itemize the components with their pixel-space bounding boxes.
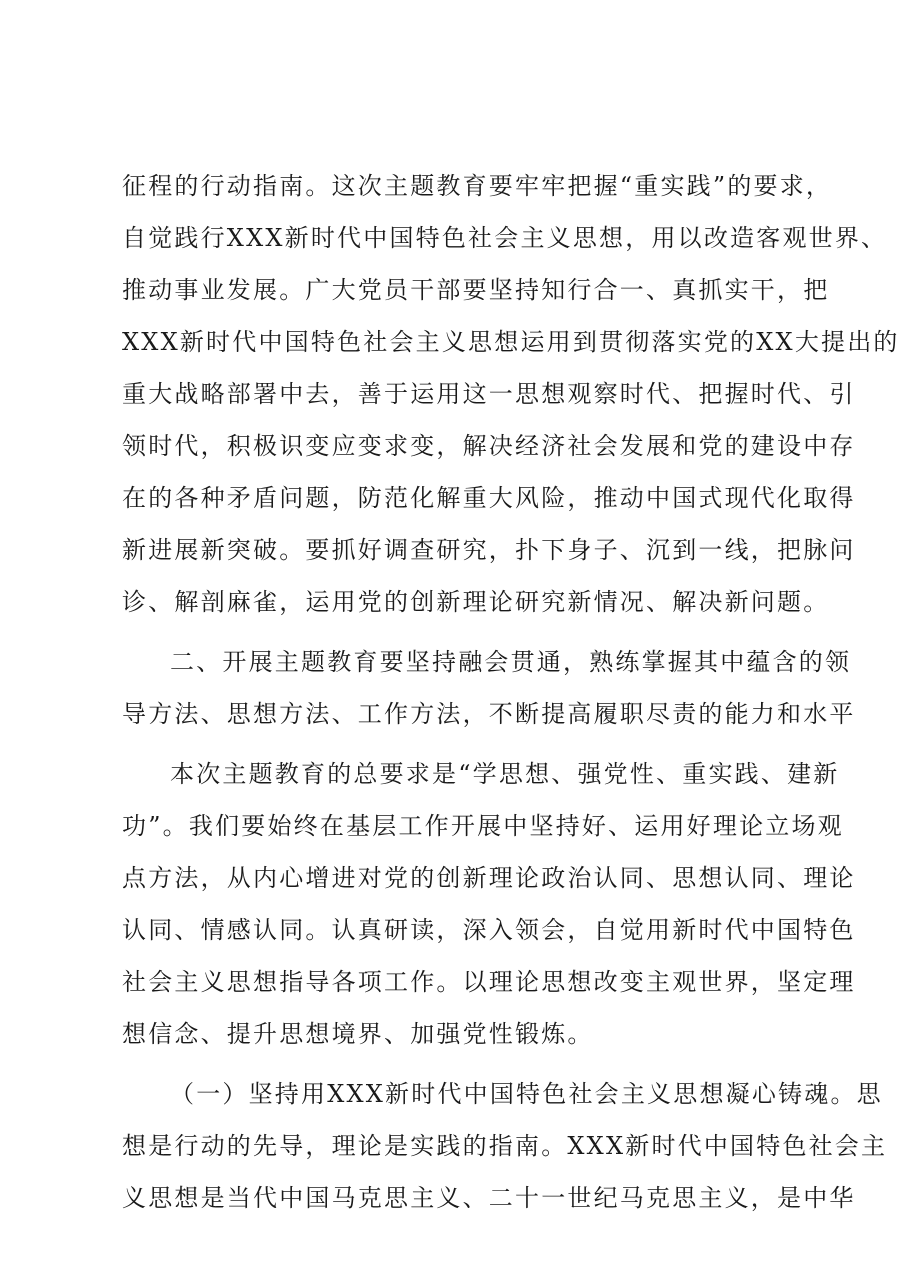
text-line: 推动事业发展。广大党员干部要坚持知行合一、真抓实干，把 <box>122 276 830 304</box>
text-line: 征程的行动指南。这次主题教育要牢牢把握“重实践”的要求， <box>122 172 833 200</box>
text-line: 新进展新突破。要抓好调查研究，扑下身子、沉到一线，把脉问 <box>122 536 856 564</box>
text-line: （一）坚持用XXX新时代中国特色社会主义思想凝心铸魂。思 <box>170 1080 883 1108</box>
heading-line: 导方法、思想方法、工作方法，不断提高履职尽责的能力和水平 <box>122 700 856 728</box>
text-line: 领时代，积极识变应变求变，解决经济社会发展和党的建设中存 <box>122 432 856 460</box>
text-line: 点方法，从内心增进对党的创新理论政治认同、思想认同、理论 <box>122 864 856 892</box>
heading-line: 二、开展主题教育要坚持融会贯通，熟练掌握其中蕴含的领 <box>170 648 852 676</box>
text-line: 本次主题教育的总要求是“学思想、强党性、重实践、建新 <box>170 760 840 788</box>
document-body <box>122 160 900 1224</box>
text-line: 重大战略部署中去，善于运用这一思想观察时代、把握时代、引 <box>122 380 856 408</box>
text-line: 社会主义思想指导各项工作。以理论思想改变主观世界，坚定理 <box>122 968 856 996</box>
text-line: XXX新时代中国特色社会主义思想运用到贯彻落实党的XX大提出的 <box>122 328 900 356</box>
text-line: 在的各种矛盾问题，防范化解重大风险，推动中国式现代化取得 <box>122 484 856 512</box>
subsection-paragraph <box>122 1068 888 1224</box>
paragraph <box>122 748 856 1060</box>
text-line: 自觉践行XXX新时代中国特色社会主义思想，用以改造客观世界、 <box>122 224 888 252</box>
text-line: 认同、情感认同。认真研读，深入领会，自觉用新时代中国特色 <box>122 916 856 944</box>
text-line: 想是行动的先导，理论是实践的指南。XXX新时代中国特色社会主 <box>122 1132 888 1160</box>
text-line: 想信念、提升思想境界、加强党性锻炼。 <box>122 1020 594 1048</box>
text-line: 功”。我们要始终在基层工作开展中坚持好、运用好理论立场观 <box>122 812 844 840</box>
text-line: 诊、解剖麻雀，运用党的创新理论研究新情况、解决新问题。 <box>122 588 830 616</box>
section-heading <box>122 636 856 740</box>
text-line: 义思想是当代中国马克思主义、二十一世纪马克思主义，是中华 <box>122 1184 856 1212</box>
paragraph-continuation <box>122 160 900 628</box>
